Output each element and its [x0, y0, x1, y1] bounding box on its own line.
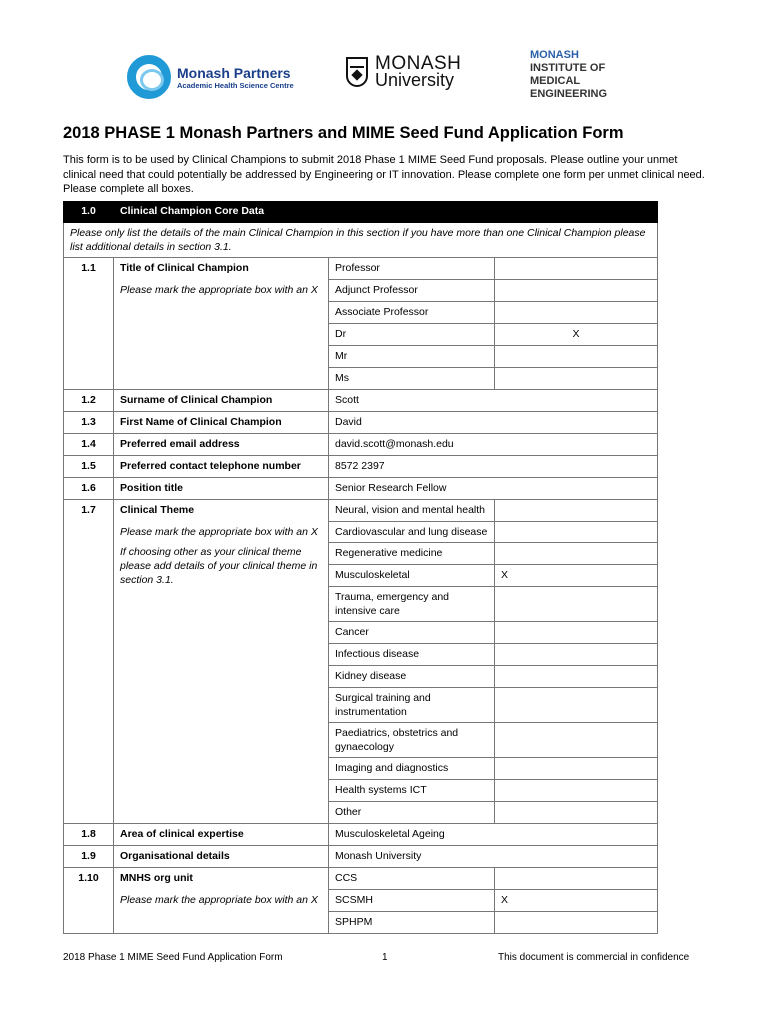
q1-7-row: [64, 500, 658, 522]
q1-4-number: 1.4: [64, 434, 114, 456]
monash-partners-subtitle: Academic Health Science Centre: [177, 80, 294, 90]
q1-9-row: [64, 846, 658, 868]
theme-option: Regenerative medicine: [329, 543, 495, 565]
title-option-mark[interactable]: [495, 258, 658, 280]
q1-1-label-cell: [114, 258, 329, 390]
theme-option: Cardiovascular and lung disease: [329, 522, 495, 543]
org-unit-option-mark[interactable]: [495, 868, 658, 890]
q1-10-label: MNHS org unit: [120, 872, 193, 884]
theme-option-mark[interactable]: X: [495, 565, 658, 587]
title-option-mark[interactable]: [495, 368, 658, 390]
org-unit-option-mark[interactable]: X: [495, 890, 658, 912]
section-header-row: [64, 202, 658, 223]
q1-1-row: [64, 258, 658, 280]
theme-option-mark[interactable]: [495, 522, 658, 543]
footer-page-number: 1: [382, 952, 388, 963]
q1-8-number: 1.8: [64, 824, 114, 846]
q1-5-number: 1.5: [64, 456, 114, 478]
q1-6-label: Position title: [114, 478, 329, 500]
theme-option-mark[interactable]: [495, 688, 658, 723]
mime-logo-line: ENGINEERING: [530, 88, 608, 100]
monash-partners-title: Monash Partners: [177, 64, 291, 81]
q1-10-row: [64, 868, 658, 890]
title-option: Associate Professor: [329, 302, 495, 324]
email-field[interactable]: david.scott@monash.edu: [329, 434, 658, 456]
q1-5-label: Preferred contact telephone number: [114, 456, 329, 478]
title-option-mark[interactable]: X: [495, 324, 658, 346]
monash-university-line1: MONASH: [375, 53, 462, 74]
q1-1-label: Title of Clinical Champion: [120, 262, 249, 274]
q1-6-row: [64, 478, 658, 500]
application-form-table: [63, 201, 658, 934]
monash-partners-logo: [127, 55, 294, 99]
q1-1-hint: Please mark the appropriate box with an X: [120, 284, 318, 296]
footer-form-name: 2018 Phase 1 MIME Seed Fund Application Form: [63, 952, 283, 963]
q1-3-label: First Name of Clinical Champion: [114, 412, 329, 434]
org-unit-option-mark[interactable]: [495, 912, 658, 934]
q1-5-row: [64, 456, 658, 478]
q1-7-hint-other: If choosing other as your clinical theme please add details of your clinical theme in section 3.1.: [120, 546, 318, 586]
q1-8-row: [64, 824, 658, 846]
q1-9-number: 1.9: [64, 846, 114, 868]
theme-option-mark[interactable]: [495, 500, 658, 522]
theme-option-mark[interactable]: [495, 780, 658, 802]
q1-3-number: 1.3: [64, 412, 114, 434]
q1-10-number: 1.10: [64, 868, 114, 934]
mime-logo-line: INSTITUTE OF: [530, 62, 606, 74]
title-option: Professor: [329, 258, 495, 280]
q1-3-row: [64, 412, 658, 434]
theme-option: Neural, vision and mental health: [329, 500, 495, 522]
position-title-field[interactable]: Senior Research Fellow: [329, 478, 658, 500]
title-option: Ms: [329, 368, 495, 390]
mime-logo-line: MEDICAL: [530, 75, 581, 87]
q1-7-hint: Please mark the appropriate box with an X: [120, 526, 318, 538]
title-option-mark[interactable]: [495, 280, 658, 302]
org-unit-option: SCSMH: [329, 890, 495, 912]
monash-university-logo: [346, 55, 461, 89]
page-title: 2018 PHASE 1 Monash Partners and MIME Seed Fund Application Form: [63, 124, 624, 142]
theme-option-mark[interactable]: [495, 622, 658, 644]
section-note-row: [64, 223, 658, 258]
section-note: Please only list the details of the main Clinical Champion in this section if you have more than one Clinical Champion please list additional details in section 3.1.: [64, 223, 658, 258]
q1-7-label-cell: [114, 500, 329, 824]
org-unit-option: SPHPM: [329, 912, 495, 934]
theme-option: Cancer: [329, 622, 495, 644]
monash-partners-ring-icon: [127, 55, 171, 99]
q1-10-label-cell: [114, 868, 329, 934]
q1-4-label: Preferred email address: [114, 434, 329, 456]
theme-option-mark[interactable]: [495, 802, 658, 824]
theme-option: Trauma, emergency and intensive care: [329, 587, 495, 622]
theme-option: Infectious disease: [329, 644, 495, 666]
q1-7-number: 1.7: [64, 500, 114, 824]
crest-icon: [346, 57, 368, 87]
q1-8-label: Area of clinical expertise: [114, 824, 329, 846]
title-option: Mr: [329, 346, 495, 368]
theme-option-mark[interactable]: [495, 587, 658, 622]
theme-option: Kidney disease: [329, 666, 495, 688]
title-option: Adjunct Professor: [329, 280, 495, 302]
q1-2-row: [64, 390, 658, 412]
theme-option-mark[interactable]: [495, 543, 658, 565]
theme-option: Paediatrics, obstetrics and gynaecology: [329, 723, 495, 758]
theme-option-mark[interactable]: [495, 758, 658, 780]
theme-option-mark[interactable]: [495, 723, 658, 758]
theme-option: Health systems ICT: [329, 780, 495, 802]
mime-logo-line: MONASH: [530, 49, 579, 61]
q1-4-row: [64, 434, 658, 456]
title-option-mark[interactable]: [495, 302, 658, 324]
mime-logo: [530, 49, 607, 101]
q1-2-number: 1.2: [64, 390, 114, 412]
footer-confidential: This document is commercial in confidence: [498, 952, 690, 963]
title-option: Dr: [329, 324, 495, 346]
theme-option-mark[interactable]: [495, 644, 658, 666]
theme-option: Surgical training and instrumentation: [329, 688, 495, 723]
organisational-details-field[interactable]: Monash University: [329, 846, 658, 868]
q1-7-label: Clinical Theme: [120, 504, 195, 516]
clinical-expertise-field[interactable]: Musculoskeletal Ageing: [329, 824, 658, 846]
q1-9-label: Organisational details: [114, 846, 329, 868]
first-name-field[interactable]: David: [329, 412, 658, 434]
telephone-field[interactable]: 8572 2397: [329, 456, 658, 478]
q1-1-number: 1.1: [64, 258, 114, 390]
q1-2-label: Surname of Clinical Champion: [114, 390, 329, 412]
surname-field[interactable]: Scott: [329, 390, 658, 412]
q1-6-number: 1.6: [64, 478, 114, 500]
theme-option: Imaging and diagnostics: [329, 758, 495, 780]
title-option-mark[interactable]: [495, 346, 658, 368]
monash-university-line2: University: [375, 70, 455, 90]
section-heading: Clinical Champion Core Data: [114, 202, 658, 223]
org-unit-option: CCS: [329, 868, 495, 890]
q1-10-hint: Please mark the appropriate box with an X: [120, 894, 318, 906]
theme-option-mark[interactable]: [495, 666, 658, 688]
theme-option: Musculoskeletal: [329, 565, 495, 587]
theme-option: Other: [329, 802, 495, 824]
section-number: 1.0: [64, 202, 114, 223]
intro-text: This form is to be used by Clinical Champions to submit 2018 Phase 1 MIME Seed Fund proposals. Please outline your unmet clinical need that could potentially be addressed by Engineering or IT innovation. Please complete one form per unmet clinical need. Please complete all boxes.: [63, 154, 705, 195]
